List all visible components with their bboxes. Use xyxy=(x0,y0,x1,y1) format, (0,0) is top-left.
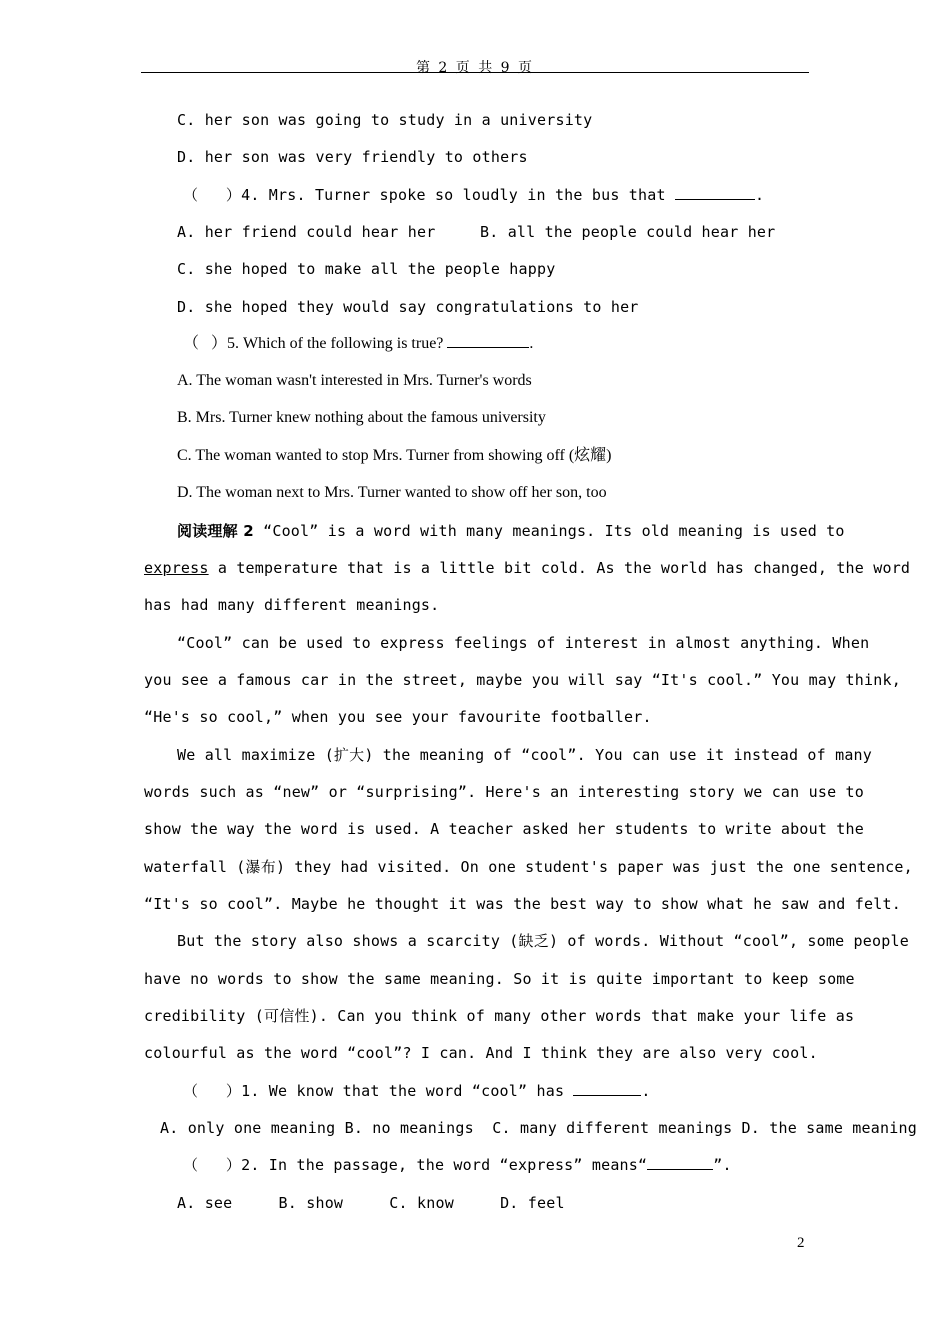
question-4-text: （ ）4. Mrs. Turner spoke so loudly in the bus that xyxy=(183,186,675,204)
option-4d: D. she hoped they would say congratulations to her xyxy=(177,298,639,316)
paragraph-line: show the way the word is used. A teacher asked her students to write about the xyxy=(144,820,864,838)
header-rule xyxy=(141,72,809,73)
paragraph-line: credibility (可信性). Can you think of many other words that make your life as xyxy=(144,1007,855,1025)
paragraph-line: “Cool” can be used to express feelings of interest in almost anything. When xyxy=(177,634,870,652)
question-5-text: （ ）5. Which of the following is true? xyxy=(183,335,448,352)
question-text: （ ）2. In the passage, the word “express” means“ xyxy=(183,1156,648,1174)
reading-2-first-line xyxy=(177,521,845,541)
question-4-end: . xyxy=(754,186,765,204)
option-4c: C. she hoped to make all the people happy xyxy=(177,260,556,278)
option-5a: A. The woman wasn't interested in Mrs. Turner's words xyxy=(177,372,532,389)
paragraph-line: has had many different meanings. xyxy=(144,596,440,614)
reading-question-2-options: A. see B. show C. know D. feel xyxy=(177,1194,565,1212)
question-4 xyxy=(183,185,764,205)
underlined-word: express xyxy=(144,559,209,577)
paragraph-line: “He's so cool,” when you see your favourite footballer. xyxy=(144,708,652,726)
reading-question-1 xyxy=(183,1081,651,1101)
reading-question-2 xyxy=(183,1155,732,1175)
question-5-end: . xyxy=(529,335,534,352)
paragraph-line xyxy=(144,558,910,578)
reading-question-1-options: A. only one meaning B. no meanings C. many different meanings D. the same meaning xyxy=(160,1119,917,1137)
paragraph-line: you see a famous car in the street, maybe you will say “It's cool.” You may think, xyxy=(144,671,901,689)
paragraph-line: “It's so cool”. Maybe he thought it was the best way to show what he saw and felt. xyxy=(144,895,901,913)
paragraph-line: have no words to show the same meaning. So it is quite important to keep some xyxy=(144,970,855,988)
option-5c: C. The woman wanted to stop Mrs. Turner from showing off (炫耀) xyxy=(177,447,612,464)
page-number: 2 xyxy=(797,1235,805,1251)
option-5b: B. Mrs. Turner knew nothing about the famous university xyxy=(177,409,546,426)
paragraph-text: “Cool” is a word with many meanings. Its old meaning is used to xyxy=(253,522,845,540)
paragraph-line: waterfall (瀑布) they had visited. On one student's paper was just the one sentence, xyxy=(144,858,913,876)
paragraph-text: a temperature that is a little bit cold. As the world has changed, the word xyxy=(208,559,911,577)
answer-blank xyxy=(447,333,529,348)
question-text: （ ）1. We know that the word “cool” has xyxy=(183,1082,574,1100)
option-4b: B. all the people could hear her xyxy=(480,223,776,241)
option-3c: C. her son was going to study in a university xyxy=(177,111,593,129)
section-title: 阅读理解 2 xyxy=(177,522,254,540)
question-end: ”. xyxy=(713,1156,732,1174)
page-header: 第 2 页 共 9 页 xyxy=(415,60,535,76)
option-4a: A. her friend could hear her xyxy=(177,223,436,241)
answer-blank xyxy=(573,1081,641,1096)
paragraph-line: words such as “new” or “surprising”. Here's an interesting story we can use to xyxy=(144,783,864,801)
answer-blank xyxy=(675,185,755,200)
question-5 xyxy=(183,333,533,354)
option-5d: D. The woman next to Mrs. Turner wanted to show off her son, too xyxy=(177,484,607,501)
paragraph-line: colourful as the word “cool”? I can. And I think they are also very cool. xyxy=(144,1044,818,1062)
paragraph-line: But the story also shows a scarcity (缺乏) of words. Without “cool”, some people xyxy=(177,932,909,950)
question-end: . xyxy=(641,1082,651,1100)
answer-blank xyxy=(647,1155,713,1170)
paragraph-line: We all maximize (扩大) the meaning of “cool”. You can use it instead of many xyxy=(177,746,873,764)
option-3d: D. her son was very friendly to others xyxy=(177,148,528,166)
